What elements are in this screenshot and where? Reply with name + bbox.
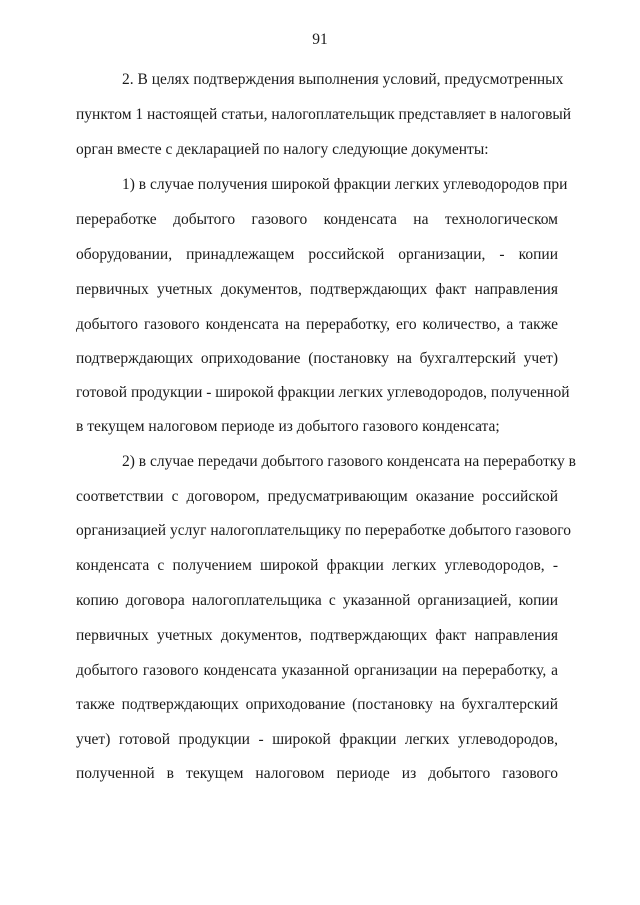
text-line: конденсата с получением широкой фракции легких углеводородов, - [76,557,558,574]
text-line: также подтверждающих оприходование (постановку на бухгалтерский [76,696,558,713]
text-line: учет) готовой продукции - широкой фракции легких углеводородов, [76,731,558,748]
text-line: 2. В целях подтверждения выполнения условий, предусмотренных [122,71,564,88]
text-line: добытого газового конденсата указанной организации на переработку, а [76,662,558,679]
text-line: соответствии с договором, предусматривающим оказание российской [76,488,558,505]
text-line: полученной в текущем налоговом периоде из добытого газового [76,765,558,782]
text-line: оборудовании, принадлежащем российской организации, - копии [76,246,558,263]
text-line: переработке добытого газового конденсата на технологическом [76,211,558,228]
text-line: подтверждающих оприходование (постановку на бухгалтерский учет) [76,350,558,367]
text-line: готовой продукции - широкой фракции легких углеводородов, полученной [76,384,570,401]
text-line: копию договора налогоплательщика с указанной организацией, копии [76,592,558,609]
text-line: добытого газового конденсата на переработку, его количество, а также [76,316,558,333]
text-line: 2) в случае передачи добытого газового конденсата на переработку в [122,453,576,470]
page-number: 91 [312,31,328,48]
text-line: орган вместе с декларацией по налогу следующие документы: [76,141,489,158]
text-line: первичных учетных документов, подтверждающих факт направления [76,281,558,298]
text-line: организацией услуг налогоплательщику по переработке добытого газового [76,522,571,539]
text-line: первичных учетных документов, подтверждающих факт направления [76,627,558,644]
text-line: в текущем налоговом периоде из добытого газового конденсата; [76,418,500,435]
text-line: 1) в случае получения широкой фракции легких углеводородов при [122,176,568,193]
text-line: пунктом 1 настоящей статьи, налогоплательщик представляет в налоговый [76,106,572,123]
